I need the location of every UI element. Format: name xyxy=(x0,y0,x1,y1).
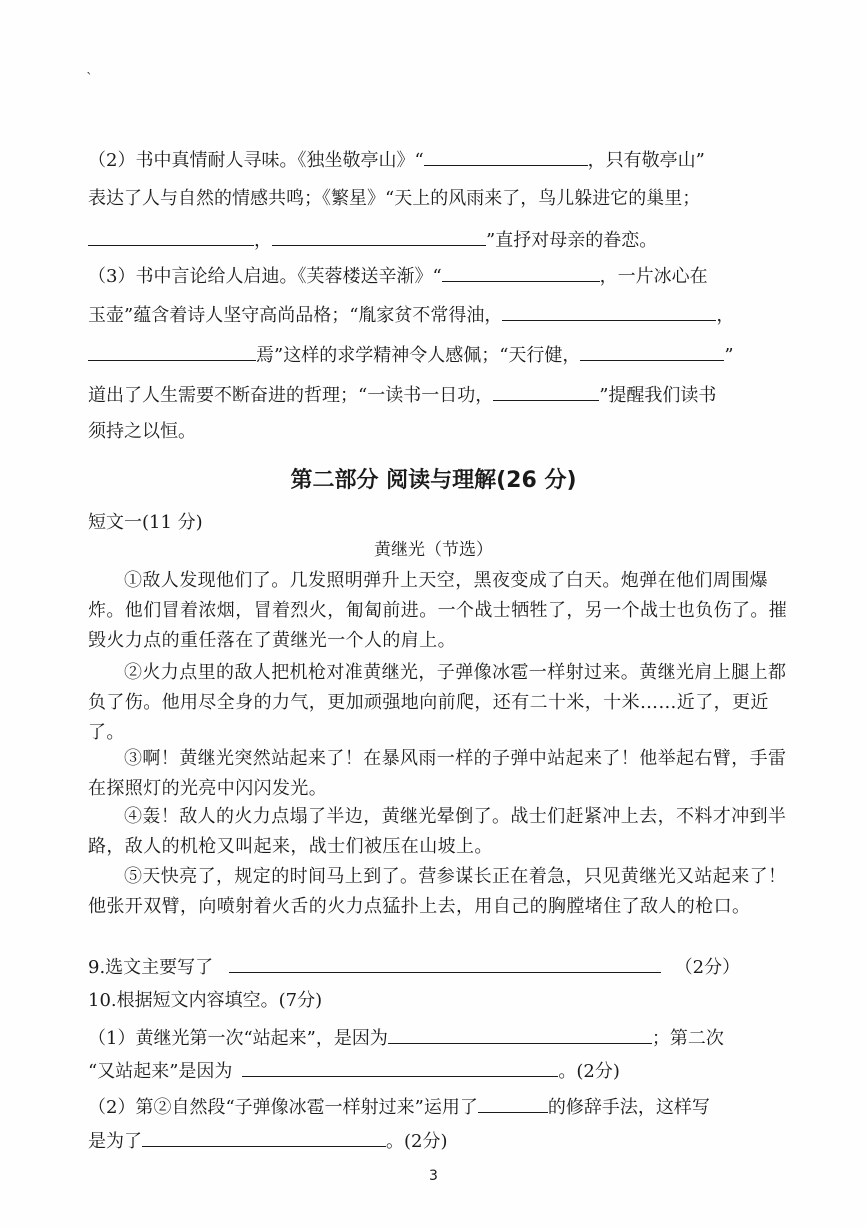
q3-line-2 xyxy=(88,298,788,331)
q2-text-3end: ”直抒对母亲的眷恋。 xyxy=(486,230,658,251)
q10-s2-text-b: 的修辞手法，这样写 xyxy=(547,1097,710,1118)
q2-text-1a: （2）书中真情耐人寻味。《独坐敬亭山》“ xyxy=(88,150,424,171)
scan-mark: ˋ xyxy=(86,71,93,87)
q10-s1-line-2 xyxy=(88,1054,788,1087)
q10-s1-line-1 xyxy=(88,1021,788,1054)
q3-text-1a: （3）书中言论给人启迪。《芙蓉楼送辛渐》“ xyxy=(88,266,442,287)
q3-blank-1[interactable] xyxy=(442,259,600,282)
q3-blank-4[interactable] xyxy=(580,338,724,361)
q9-line xyxy=(88,950,788,983)
q3-text-2b: ， xyxy=(716,305,735,326)
q3-line-3 xyxy=(88,338,788,371)
q10-s1-text-b: ；第二次 xyxy=(651,1028,724,1049)
q10-s1-text-d: 。(2分) xyxy=(558,1061,620,1082)
q3-blank-3[interactable] xyxy=(88,338,256,361)
q10-s2-blank-2[interactable] xyxy=(142,1124,386,1147)
passage-paragraph-5: ⑤天快亮了，规定的时间马上到了。营参谋长正在着急，只见黄继光又站起来了！他张开双臂，向喷射着火舌的火力点猛扑上去，用自己的胸膛堵住了敌人的枪口。 xyxy=(88,866,787,917)
passage-paragraph-2: ②火力点里的敌人把机枪对准黄继光，子弹像冰雹一样射过来。黄继光肩上腿上都负了伤。他用尽全身的力气，更加顽强地向前爬，还有二十米，十米……近了，更近了。 xyxy=(88,662,787,743)
q10-s1-text-c: “又站起来”是因为 xyxy=(88,1061,233,1082)
q2-line-1 xyxy=(88,143,788,176)
q2-text-3mid: ， xyxy=(254,230,272,251)
q3-line-5 xyxy=(88,417,788,447)
q2-blank-3[interactable] xyxy=(272,223,486,246)
q2-blank-2[interactable] xyxy=(88,223,254,246)
q10-s1-blank-2[interactable] xyxy=(242,1054,558,1077)
passage-paragraph-4: ④轰！敌人的火力点塌了半边，黄继光晕倒了。战士们赶紧冲上去，不料才冲到半路，敌人的机枪又叫起来，战士们被压在山坡上。 xyxy=(88,806,787,857)
q2-line-2 xyxy=(88,184,788,214)
q2-blank-1[interactable] xyxy=(424,143,588,166)
q3-text-3b: ” xyxy=(724,345,734,366)
short1-label: 短文一(11 分) xyxy=(88,512,203,533)
page-number: 3 xyxy=(429,1168,438,1184)
q3-blank-5[interactable] xyxy=(493,378,599,401)
q9-score: （2分） xyxy=(674,957,741,978)
part2-title: 第二部分 阅读与理解(26 分) xyxy=(290,468,577,493)
passage-paragraph-1: ①敌人发现他们了。几发照明弹升上天空，黑夜变成了白天。炮弹在他们周围爆炸。他们冒着浓烟，冒着烈火，匍匐前进。一个战士牺牲了，另一个战士也负伤了。摧毁火力点的重任落在了黄继光一个人的肩上。 xyxy=(88,570,788,651)
q10-s1-blank-1[interactable] xyxy=(388,1021,652,1044)
q10-s1-text-a: （1）黄继光第一次“站起来”，是因为 xyxy=(88,1028,388,1049)
q10-s2-line-1 xyxy=(88,1090,788,1123)
q10-s2-text-d: 。(2分) xyxy=(386,1131,448,1152)
q3-line-4 xyxy=(88,378,788,411)
q9-blank[interactable] xyxy=(229,950,661,973)
q9-label: 9.选文主要写了 xyxy=(88,957,214,978)
q10-s2-text-a: （2）第②自然段“子弹像冰雹一样射过来”运用了 xyxy=(88,1097,478,1118)
q3-text-4a: 道出了人生需要不断奋进的哲理；“一读书一日功， xyxy=(88,385,494,406)
passage-paragraph-3: ③啊！黄继光突然站起来了！在暴风雨一样的子弹中站起来了！他举起右臂，手雷在探照灯的光亮中闪闪发光。 xyxy=(88,748,787,799)
q10-s2-line-2 xyxy=(88,1124,788,1157)
q3-blank-2[interactable] xyxy=(502,298,716,321)
q3-text-4b: ”提醒我们读书 xyxy=(599,385,717,406)
q2-text-1b: ，只有敬亭山” xyxy=(587,150,705,171)
q10-label: 10.根据短文内容填空。(7分) xyxy=(88,990,323,1011)
q3-text-3a: 焉”这样的求学精神令人感佩；“天行健， xyxy=(256,345,581,366)
q10-s2-text-c: 是为了 xyxy=(88,1131,142,1152)
q3-text-5: 须持之以恒。 xyxy=(88,421,196,442)
q3-text-1b: ，一片冰心在 xyxy=(599,266,708,287)
passage-title: 黄继光（节选） xyxy=(374,540,493,560)
q10-s2-blank-1[interactable] xyxy=(478,1090,548,1113)
q2-line-3 xyxy=(88,223,788,256)
q3-line-1 xyxy=(88,259,788,292)
q3-text-2a: 玉壶”蕴含着诗人坚守高尚品格；“胤家贫不常得油， xyxy=(88,305,503,326)
q2-text-2: 表达了人与自然的情感共鸣；《繁星》“天上的风雨来了，鸟儿躲进它的巢里； xyxy=(88,188,701,209)
